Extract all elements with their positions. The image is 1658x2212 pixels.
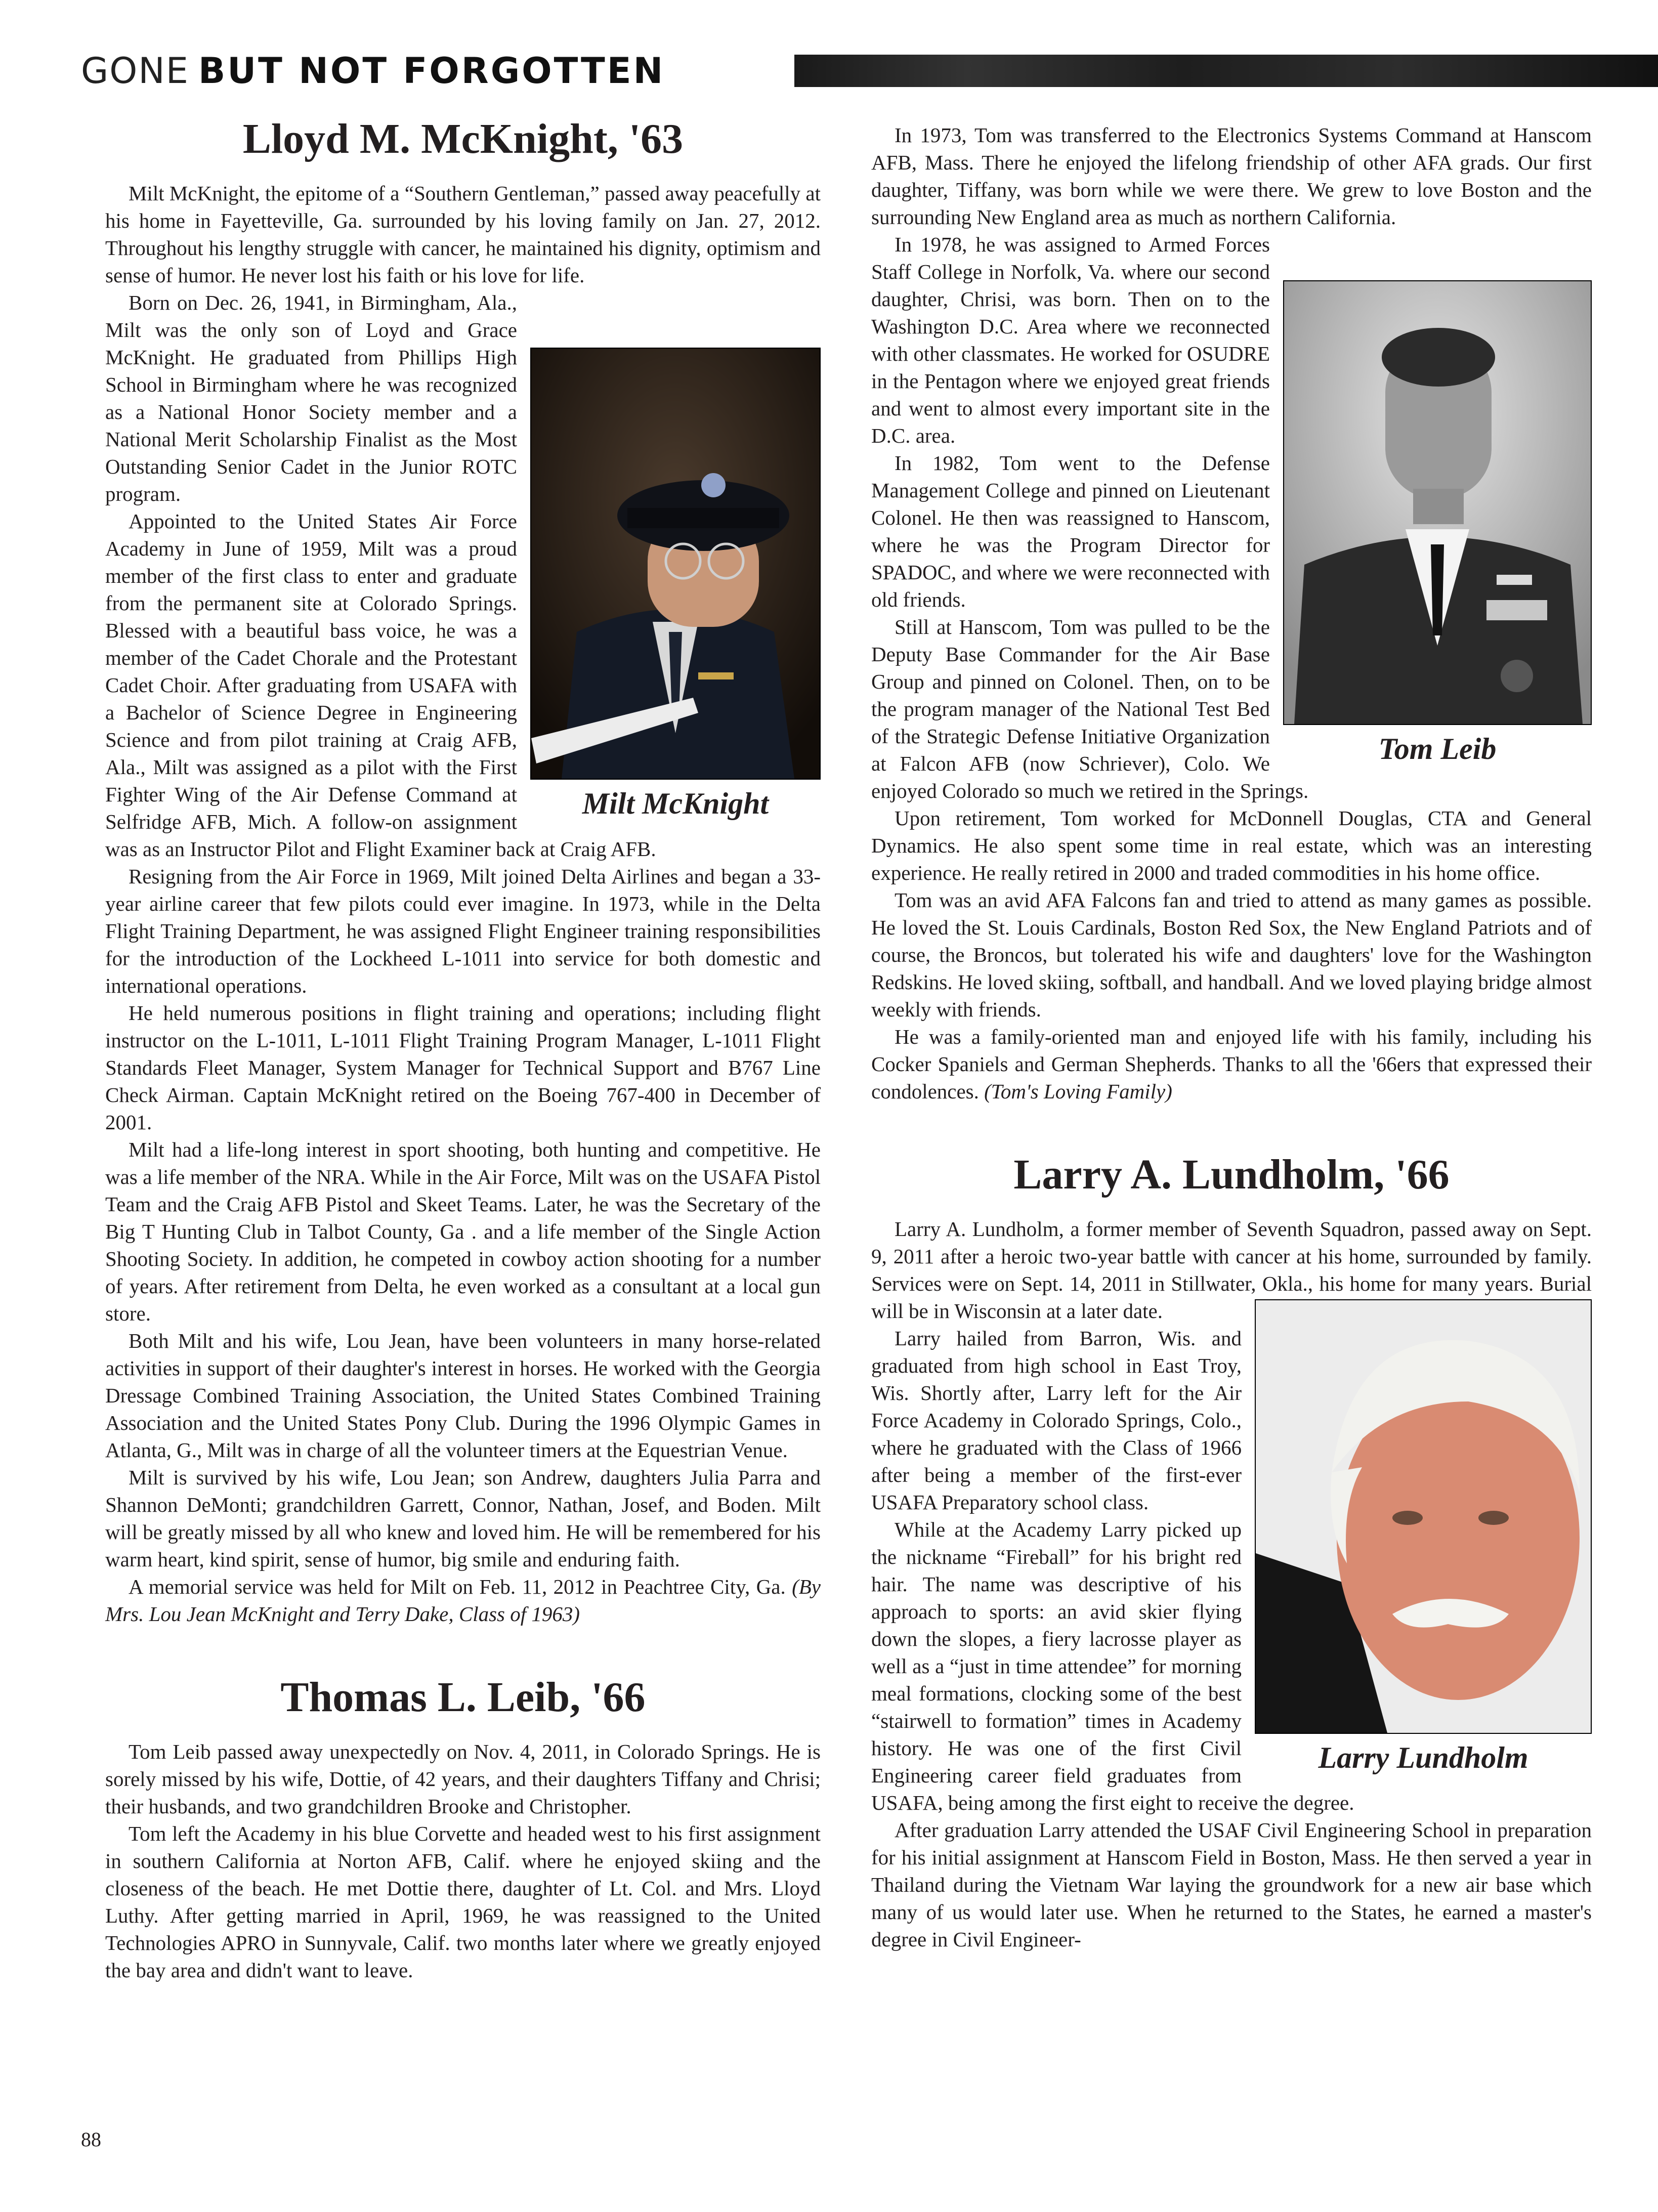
left-column <box>105 114 821 1984</box>
paragraph-text: He was a family-oriented man and enjoyed life with his family, including his Cocker Spaniels and German Shepherds. Thanks to all the '66ers that expressed their condolences. <box>871 1025 1592 1103</box>
attribution: (Tom's Loving Family) <box>984 1080 1172 1103</box>
paragraph-text: A memorial service was held for Milt on Feb. 11, 2012 in Peachtree City, Ga. <box>129 1575 786 1598</box>
paragraph: In 1978, he was assigned to Armed Forces Staff College in Norfolk, Va. where our second daughter, Chrisi, was born. Then on to the Washington D.C. Area where we reconnected with other classmates. He worked for OSUDRE in the Pentagon where we enjoyed great friends and went to almost every important site in the D.C. area. <box>871 233 1270 447</box>
paragraph: Born on Dec. 26, 1941, in Birmingham, Ala., Milt was the only son of Loyd and Grace McKnight. He graduated from Phillips High School in Birmingham where he was recognized as a National Honor Society member and a National Merit Scholarship Finalist as the Most Outstanding Senior Cadet in the Junior ROTC program. <box>105 291 517 505</box>
paragraph: Resigning from the Air Force in 1969, Milt joined Delta Airlines and began a 33-year airline career that few pilots could ever imagine. In 1973, while in the Delta Flight Training Department, he was assigned Flight Engineer training responsibilities for the introduction of the Lockheed L-1011 into service for both domestic and international operations. <box>105 865 821 997</box>
paragraph-last <box>105 1573 821 1628</box>
paragraph: Tom was an avid AFA Falcons fan and tried to attend as many games as possible. He loved the St. Louis Cardinals, Boston Red Sox, the New England Patriots and of course, the Broncos, but tolerated his wife and daughters' love for the Washington Redskins. He loved skiing, softball, and handball. And we loved playing bridge almost weekly with friends. <box>871 888 1592 1021</box>
paragraph: Still at Hanscom, Tom was pulled to be the Deputy Base Commander for the Air Base Group and pinned on Colonel. Then, on to be the program manager of the National Test Bed of the Strategic Defense Initiative Organization at Falcon AFB (now Schriever), Colo. We enjoyed Colorado so much we retired in the Springs. <box>871 615 1309 802</box>
paragraph: Tom Leib passed away unexpectedly on Nov. 4, 2011, in Colorado Springs. He is sorely missed by his wife, Dottie, of 42 years, and their daughters Tiffany and Chrisi; their husbands, and two grandchildren Brooke and Christopher. <box>105 1740 821 1818</box>
photo-caption-lundholm: Larry Lundholm <box>1318 1741 1528 1774</box>
paragraph-last <box>871 1023 1592 1105</box>
obituary-title-mcknight: Lloyd M. McKnight, '63 <box>242 115 684 162</box>
portrait-mcknight-illustration <box>531 349 820 779</box>
portrait-image <box>1255 1299 1592 1734</box>
page-number: 88 <box>81 2128 101 2151</box>
portrait-image <box>530 348 821 780</box>
portrait-leib-illustration <box>1284 281 1591 724</box>
photo-caption-mcknight: Milt McKnight <box>582 787 769 820</box>
photo-lundholm <box>1255 1299 1592 1774</box>
paragraph: While at the Academy Larry picked up the nickname “Fireball” for his bright red hair. The name was descriptive of his approach to sports: an avid skier flying down the slopes, a fiery lacrosse player as well as a “just in time attendee” for morning meal formations, clocking some of the best “stairwell to formation” times in Academy history. He was one of the first Civil Engineering career field graduates from USAFA, being among the first eight to receive the degree. <box>871 1518 1354 1814</box>
paragraph: Appointed to the United States Air Force Academy in June of 1959, Milt was a proud member of the first class to enter and graduate from the permanent site at Colorado Springs. Blessed with a beautiful bass voice, he was a member of the Cadet Chorale and the Protestant Cadet Choir. After graduating from USAFA with a Bachelor of Science Degree in Engineering Science and from pilot training at Craig AFB, Ala., Milt was assigned as a pilot with the First Fighter Wing of the Air Defense Command at Selfridge AFB, Mich. A follow-on assignment was as an Instructor Pilot and Flight Examiner back at Craig AFB. <box>105 509 656 861</box>
photo-mcknight <box>530 348 821 820</box>
paragraph: Larry A. Lundholm, a former member of Seventh Squadron, passed away on Sept. 9, 2011 after a heroic two-year battle with cancer at his home, surrounded by family. Services were on Sept. 14, 2011 in Stillwater, Okla., his home for many years. Burial will be in Wisconsin at a later date. <box>871 1217 1592 1323</box>
header-gone: GONE <box>81 50 189 92</box>
paragraph: Both Milt and his wife, Lou Jean, have been volunteers in many horse-related activities in support of their daughter's interest in horses. He worked with the Georgia Dressage Combined Training Association, the United States Combined Training Association and the United States Pony Club. During the 1996 Olympic Games in Atlanta, G., Milt was in charge of all the volunteer timers at the Equestrian Venue. <box>105 1329 821 1462</box>
paragraph: Upon retirement, Tom worked for McDonnell Douglas, CTA and General Dynamics. He also spent some time in real estate, which was an interesting experience. He really retired in 2000 and traded commodities in his home office. <box>871 806 1592 884</box>
paragraph: Larry hailed from Barron, Wis. and graduated from high school in East Troy, Wis. Shortly after, Larry left for the Air Force Academy in Colorado Springs, Colo., where he graduated with the Class of 1966 after being a member of the first-ever USAFA Preparatory school class. <box>871 1327 1242 1514</box>
portrait-lundholm-illustration <box>1256 1300 1591 1733</box>
attribution: (By Mrs. Lou Jean McKnight and Terry Dake, Class of 1963) <box>105 1575 821 1626</box>
paragraph: He held numerous positions in flight training and operations; including flight instructor on the L-1011, L-1011 Flight Training Program Manager, L-1011 Flight Standards Fleet Manager, System Manager for Technical Support and B767 Line Check Airman. Captain McKnight retired on the Boeing 767-400 in December of 2001. <box>105 1001 821 1134</box>
paragraph: Milt had a life-long interest in sport shooting, both hunting and competitive. He was a life member of the NRA. While in the Air Force, Milt was on the USAFA Pistol Team and the Craig AFB Pistol and Skeet Teams. Later, he was the Secretary of the Big T Hunting Club in Talbot County, Ga . and a life member of the Single Action Shooting Society. In addition, he competed in cowboy action shooting for a number of years. After retirement from Delta, he even worked as a consultant at a local gun store. <box>105 1138 821 1325</box>
paragraph: In 1982, Tom went to the Defense Management College and pinned on Lieutenant Colonel. He then was reassigned to Hanscom, where he was the Program Director for SPADOC, and where we were reconnected with old friends. <box>871 451 1270 611</box>
photo-leib <box>1283 280 1592 765</box>
paragraph: Milt McKnight, the epitome of a “Southern Gentleman,” passed away peacefully at his home in Fayetteville, Ga. surrounded by his loving family on Jan. 27, 2012. Throughout his lengthy struggle with cancer, he maintained his dignity, optimism and sense of humor. He never lost his faith or his love for life. <box>105 182 821 287</box>
header-but-not-forgotten: BUT NOT FORGOTTEN <box>198 50 665 92</box>
obituary-title-leib: Thomas L. Leib, '66 <box>280 1674 646 1721</box>
portrait-image <box>1283 280 1592 725</box>
paragraph: Tom left the Academy in his blue Corvette and headed west to his first assignment in southern California at Norton AFB, Calif. where he enjoyed skiing and the closeness of the beach. He met Dottie there, daughter of Lt. Col. and Mrs. Lloyd Luthy. After getting married in April, 1969, he was reassigned to the United Technologies APRO in Sunnyvale, Calif. two months later where we greatly enjoyed the bay area and didn't want to leave. <box>105 1822 821 1982</box>
photo-caption-leib: Tom Leib <box>1378 732 1497 765</box>
section-header <box>81 51 665 91</box>
paragraph: In 1973, Tom was transferred to the Electronics Systems Command at Hanscom AFB, Mass. There he enjoyed the lifelong friendship of other AFA grads. Our first daughter, Tiffany, was born while we were there. We grew to love Boston and the surrounding New England area as much as northern California. <box>871 123 1592 229</box>
header-decorative-bar <box>794 55 1658 87</box>
paragraph: Milt is survived by his wife, Lou Jean; son Andrew, daughters Julia Parra and Shannon DeMonti; grandchildren Garrett, Connor, Nathan, Josef, and Boden. Milt will be greatly missed by all who knew and loved him. He will be remembered for his warm heart, kind spirit, sense of humor, big smile and enduring faith. <box>105 1466 821 1571</box>
right-column <box>871 121 1592 1953</box>
paragraph: After graduation Larry attended the USAF Civil Engineering School in preparation for his initial assignment at Hanscom Field in Boston, Mass. He then served a year in Thailand during the Vietnam War laying the groundwork for a new air base which many of us would later use. When he returned to the States, he earned a master's degree in Civil Engineer- <box>871 1818 1592 1951</box>
obituary-title-lundholm: Larry A. Lundholm, '66 <box>1013 1151 1450 1198</box>
